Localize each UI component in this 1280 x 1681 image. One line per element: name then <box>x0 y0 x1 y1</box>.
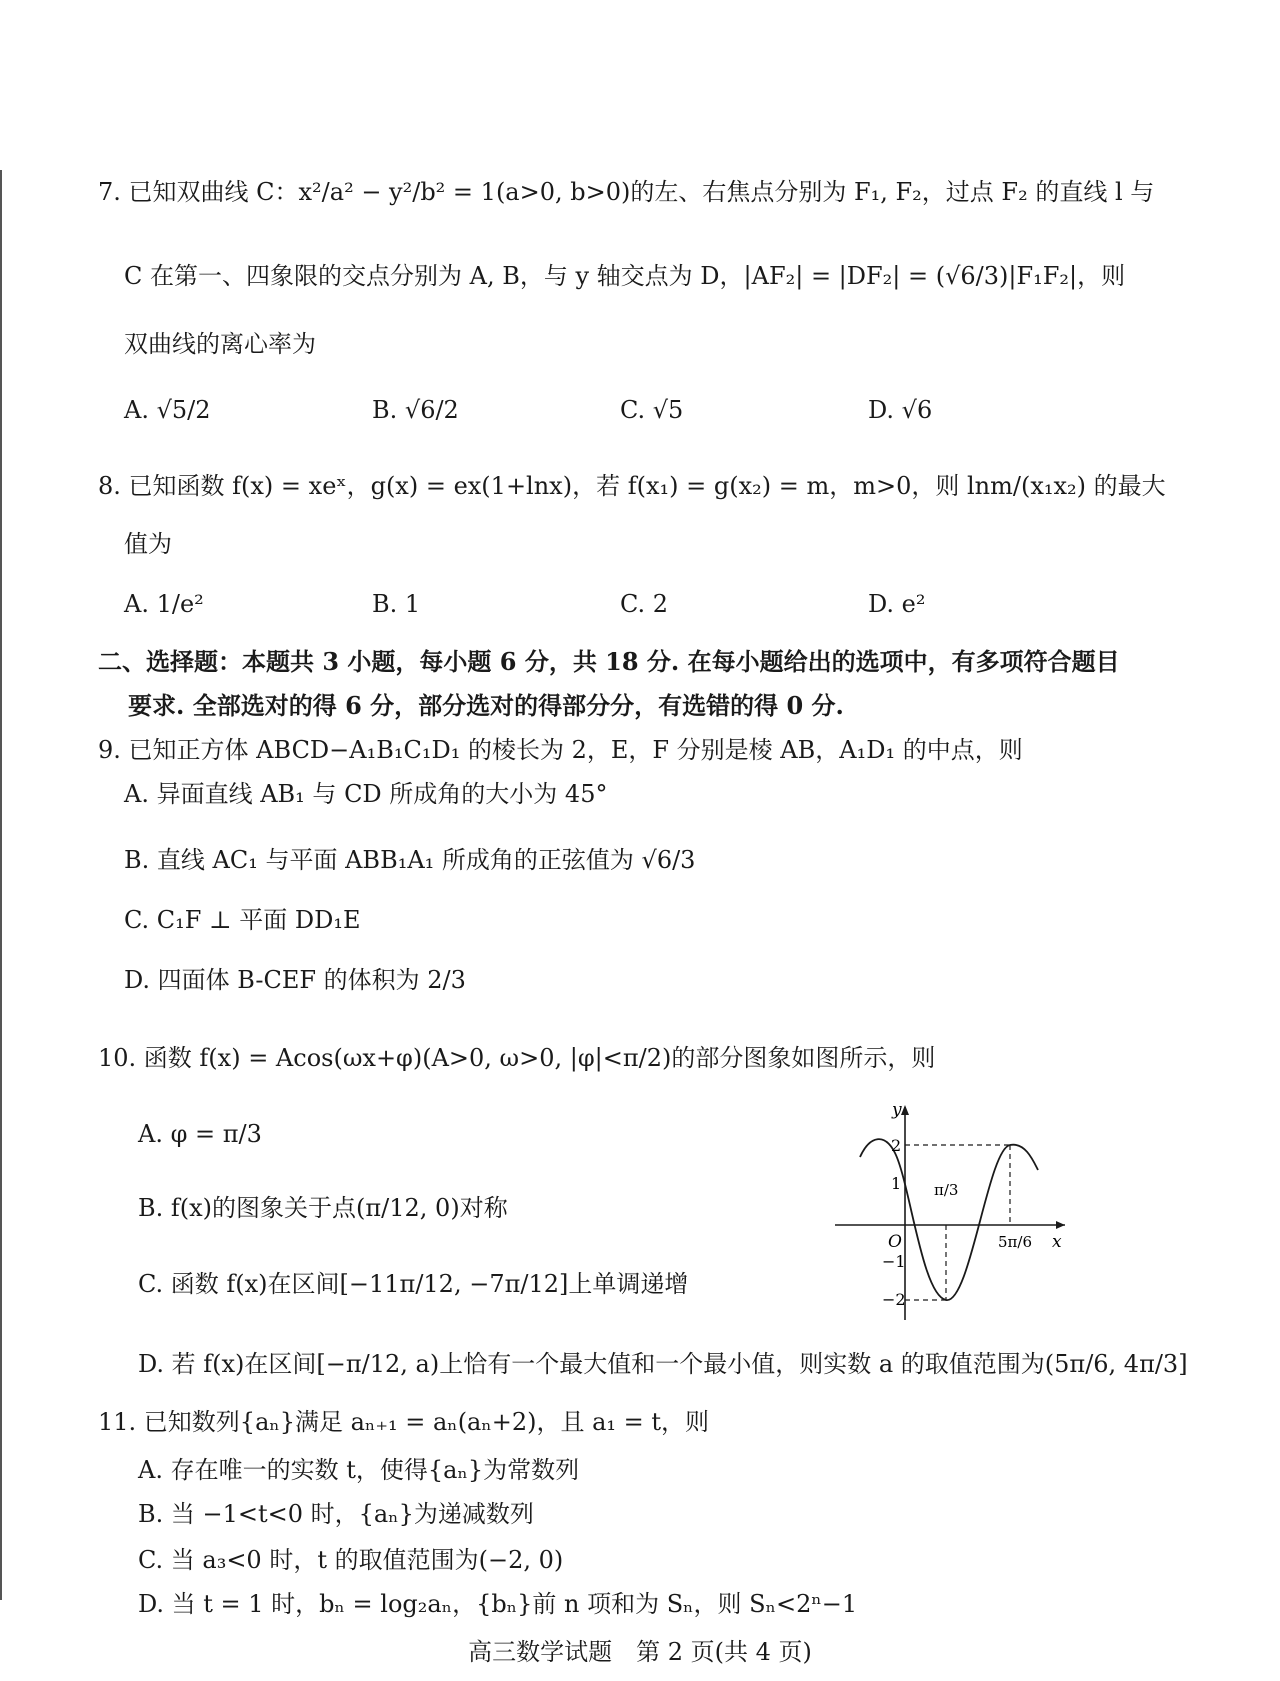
q10-option-a: A. φ = π/3 <box>138 1120 262 1148</box>
x-tick-5pi-over-6: 5π/6 <box>998 1233 1032 1251</box>
q7-stem-line1: 7. 已知双曲线 C：x²/a² − y²/b² = 1(a>0, b>0)的左、右焦点分别为 F₁, F₂，过点 F₂ 的直线 l 与 <box>98 178 1155 206</box>
q9-option-d: D. 四面体 B-CEF 的体积为 2/3 <box>124 966 466 994</box>
y-tick-1: 1 <box>891 1174 902 1193</box>
q7-option-d: D. √6 <box>868 396 933 424</box>
origin-label: O <box>888 1232 902 1252</box>
y-tick-2: 2 <box>891 1136 902 1155</box>
q9-option-b: B. 直线 AC₁ 与平面 ABB₁A₁ 所成角的正弦值为 √6/3 <box>124 846 696 874</box>
q10-option-d: D. 若 f(x)在区间[−π/12, a)上恰有一个最大值和一个最小值，则实数 a 的取值范围为(5π/6, 4π/3] <box>138 1350 1188 1378</box>
q9-stem: 9. 已知正方体 ABCD−A₁B₁C₁D₁ 的棱长为 2，E，F 分别是棱 AB，A₁D₁ 的中点，则 <box>98 736 1023 764</box>
y-tick-neg2: −2 <box>882 1290 906 1309</box>
y-tick-neg1: −1 <box>882 1252 906 1271</box>
q8-stem-line2: 值为 <box>124 530 172 558</box>
q11-option-d: D. 当 t = 1 时，bₙ = log₂aₙ，{bₙ}前 n 项和为 Sₙ，则 Sₙ<2ⁿ−1 <box>138 1590 858 1618</box>
q11-option-b: B. 当 −1<t<0 时，{aₙ}为递减数列 <box>138 1500 534 1528</box>
q11-option-a: A. 存在唯一的实数 t，使得{aₙ}为常数列 <box>138 1456 580 1484</box>
q10-option-b: B. f(x)的图象关于点(π/12, 0)对称 <box>138 1194 508 1222</box>
q8-option-a: A. 1/e² <box>124 590 204 618</box>
x-axis-arrow-icon <box>1056 1221 1065 1229</box>
section2-heading-line1: 二、选择题：本题共 3 小题，每小题 6 分，共 18 分. 在每小题给出的选项中，有多项符合题目 <box>98 647 1120 676</box>
q8-option-c: C. 2 <box>620 590 669 618</box>
q10-cosine-graph <box>830 1095 1070 1325</box>
q11-option-c: C. 当 a₃<0 时，t 的取值范围为(−2, 0) <box>138 1546 564 1574</box>
section2-heading-line2: 要求. 全部选对的得 6 分，部分选对的得部分分，有选错的得 0 分. <box>128 691 844 720</box>
x-axis-label: x <box>1052 1232 1062 1252</box>
q10-option-c: C. 函数 f(x)在区间[−11π/12, −7π/12]上单调递增 <box>138 1270 689 1298</box>
x-tick-pi-over-3: π/3 <box>934 1181 959 1199</box>
q8-option-d: D. e² <box>868 590 926 618</box>
q10-stem: 10. 函数 f(x) = Acos(ωx+φ)(A>0, ω>0, |φ|<π/2)的部分图象如图所示，则 <box>98 1044 936 1072</box>
cosine-curve <box>860 1139 1038 1300</box>
q8-stem-line1: 8. 已知函数 f(x) = xeˣ，g(x) = ex(1+lnx)，若 f(x₁) = g(x₂) = m，m>0，则 lnm/(x₁x₂) 的最大 <box>98 472 1166 500</box>
y-axis-label: y <box>892 1100 902 1120</box>
q8-option-b: B. 1 <box>372 590 421 618</box>
y-axis-arrow-icon <box>901 1105 909 1115</box>
q7-stem-line3: 双曲线的离心率为 <box>124 330 316 358</box>
q9-option-c: C. C₁F ⊥ 平面 DD₁E <box>124 906 361 934</box>
q7-option-c: C. √5 <box>620 396 684 424</box>
q7-option-b: B. √6/2 <box>372 396 459 424</box>
q7-stem-line2: C 在第一、四象限的交点分别为 A, B，与 y 轴交点为 D，|AF₂| = |DF₂| = (√6/3)|F₁F₂|，则 <box>124 262 1126 290</box>
q9-option-a: A. 异面直线 AB₁ 与 CD 所成角的大小为 45° <box>124 780 608 808</box>
page-footer: 高三数学试题 第 2 页(共 4 页) <box>468 1638 812 1666</box>
q7-option-a: A. √5/2 <box>124 396 211 424</box>
q11-stem: 11. 已知数列{aₙ}满足 aₙ₊₁ = aₙ(aₙ+2)，且 a₁ = t，则 <box>98 1408 710 1436</box>
page-left-rule <box>0 170 2 1600</box>
